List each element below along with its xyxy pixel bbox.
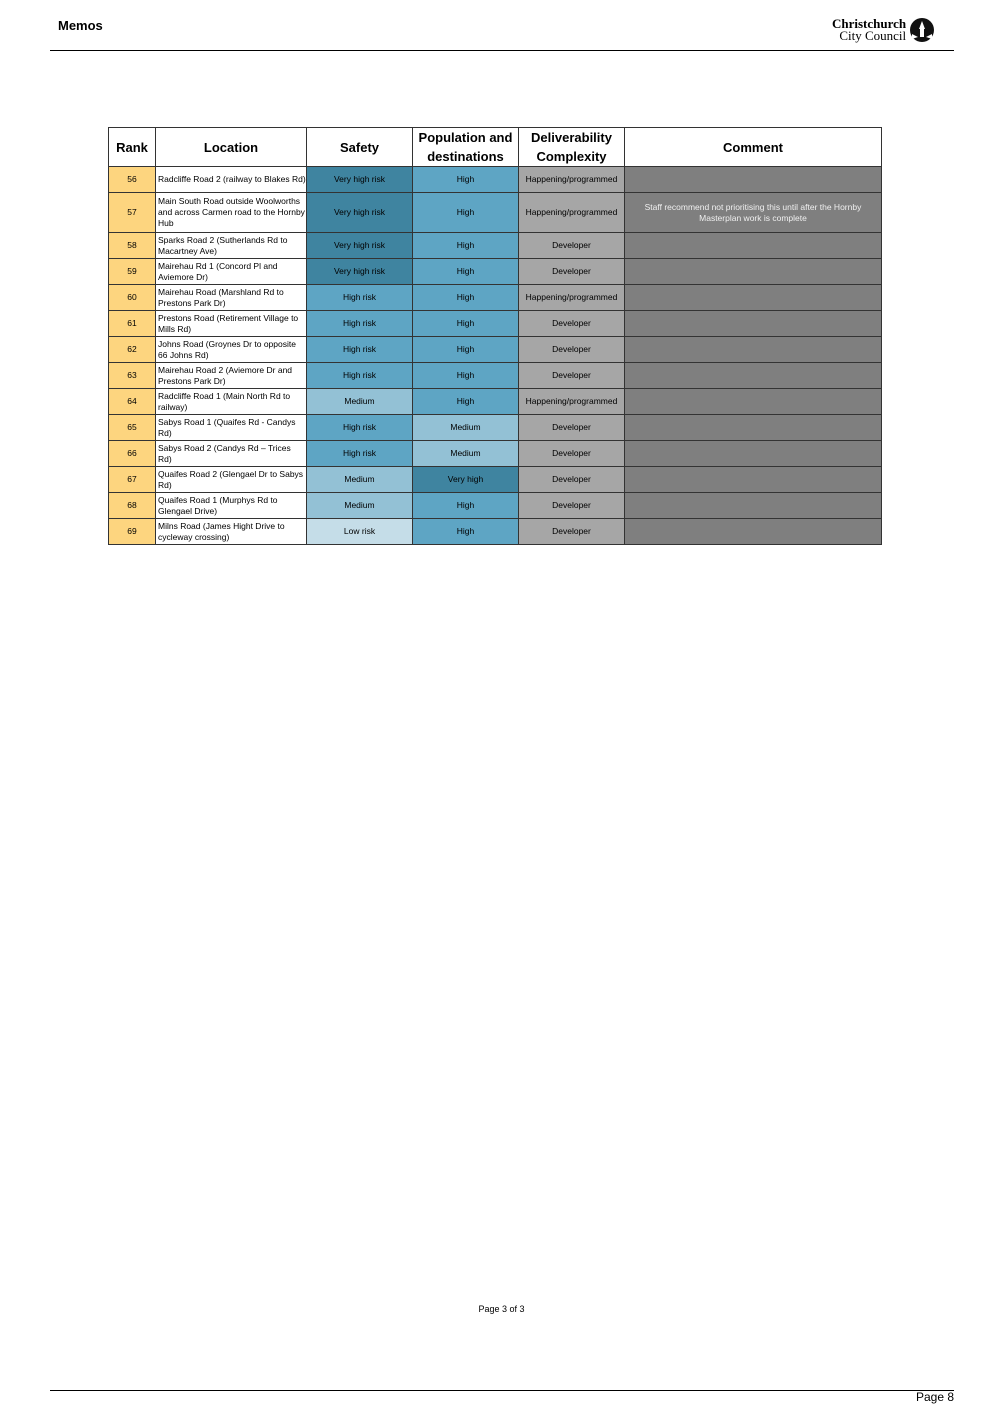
population-cell: High <box>413 193 519 233</box>
table-row <box>109 337 882 363</box>
safety-cell: High risk <box>307 337 413 363</box>
comment-cell <box>625 337 882 363</box>
comment-cell <box>625 167 882 193</box>
comment-cell <box>625 259 882 285</box>
cathedral-icon <box>909 17 935 43</box>
table-row <box>109 389 882 415</box>
logo-line1: Christchurch <box>832 16 907 31</box>
location-cell: Sabys Road 2 (Candys Rd – Trices Rd) <box>156 441 307 467</box>
population-cell: High <box>413 519 519 545</box>
location-cell: Mairehau Road 2 (Aviemore Dr and Prestons Park Dr) <box>156 363 307 389</box>
location-cell: Main South Road outside Woolworths and across Carmen road to the Hornby Hub <box>156 193 307 233</box>
location-cell: Sabys Road 1 (Quaifes Rd - Candys Rd) <box>156 415 307 441</box>
population-cell: High <box>413 493 519 519</box>
safety-cell: Medium <box>307 389 413 415</box>
location-cell: Quaifes Road 1 (Murphys Rd to Glengael Drive) <box>156 493 307 519</box>
rank-cell: 56 <box>109 167 156 193</box>
table-row <box>109 441 882 467</box>
safety-cell: Very high risk <box>307 167 413 193</box>
rank-cell: 62 <box>109 337 156 363</box>
deliverability-cell: Happening/programmed <box>519 193 625 233</box>
comment-cell <box>625 311 882 337</box>
safety-cell: Medium <box>307 467 413 493</box>
comment-cell <box>625 467 882 493</box>
rank-cell: 59 <box>109 259 156 285</box>
location-cell: Mairehau Road (Marshland Rd to Prestons Park Dr) <box>156 285 307 311</box>
comment-cell <box>625 363 882 389</box>
comment-cell <box>625 285 882 311</box>
header-deliverability: Deliverability Complexity <box>519 128 625 167</box>
deliverability-cell: Happening/programmed <box>519 285 625 311</box>
priority-table <box>108 127 882 545</box>
rank-cell: 66 <box>109 441 156 467</box>
rank-cell: 68 <box>109 493 156 519</box>
location-cell: Prestons Road (Retirement Village to Mills Rd) <box>156 311 307 337</box>
rank-cell: 57 <box>109 193 156 233</box>
safety-cell: Very high risk <box>307 259 413 285</box>
population-cell: High <box>413 233 519 259</box>
deliverability-cell: Developer <box>519 311 625 337</box>
rank-cell: 64 <box>109 389 156 415</box>
comment-cell <box>625 519 882 545</box>
table-header-row <box>109 128 882 167</box>
deliverability-cell: Developer <box>519 519 625 545</box>
table-row <box>109 467 882 493</box>
rank-cell: 60 <box>109 285 156 311</box>
header-rank: Rank <box>109 128 156 167</box>
deliverability-cell: Developer <box>519 233 625 259</box>
table-row <box>109 167 882 193</box>
deliverability-cell: Happening/programmed <box>519 389 625 415</box>
safety-cell: Very high risk <box>307 193 413 233</box>
table-row <box>109 233 882 259</box>
council-logo <box>832 17 935 43</box>
location-cell: Radcliffe Road 2 (railway to Blakes Rd) <box>156 167 307 193</box>
comment-cell <box>625 441 882 467</box>
deliverability-cell: Developer <box>519 259 625 285</box>
rank-cell: 65 <box>109 415 156 441</box>
table-row <box>109 519 882 545</box>
population-cell: High <box>413 259 519 285</box>
comment-cell <box>625 233 882 259</box>
header-title: Memos <box>58 18 103 33</box>
location-cell: Johns Road (Groynes Dr to opposite 66 Johns Rd) <box>156 337 307 363</box>
deliverability-cell: Developer <box>519 493 625 519</box>
population-cell: Medium <box>413 441 519 467</box>
deliverability-cell: Developer <box>519 441 625 467</box>
header-population: Population and destinations <box>413 128 519 167</box>
population-cell: High <box>413 389 519 415</box>
safety-cell: High risk <box>307 311 413 337</box>
header-rule <box>50 50 954 51</box>
table-row <box>109 259 882 285</box>
rank-cell: 67 <box>109 467 156 493</box>
table-row <box>109 193 882 233</box>
table-row <box>109 493 882 519</box>
comment-cell <box>625 493 882 519</box>
table-row <box>109 285 882 311</box>
footer-page: Page 8 <box>916 1390 955 1404</box>
population-cell: High <box>413 285 519 311</box>
location-cell: Radcliffe Road 1 (Main North Rd to railway) <box>156 389 307 415</box>
comment-cell: Staff recommend not prioritising this until after the Hornby Masterplan work is complete <box>625 193 882 233</box>
comment-cell <box>625 389 882 415</box>
rank-cell: 58 <box>109 233 156 259</box>
deliverability-cell: Developer <box>519 415 625 441</box>
deliverability-cell: Happening/programmed <box>519 167 625 193</box>
rank-cell: 69 <box>109 519 156 545</box>
table-row <box>109 415 882 441</box>
safety-cell: Low risk <box>307 519 413 545</box>
population-cell: Very high <box>413 467 519 493</box>
population-cell: High <box>413 337 519 363</box>
location-cell: Sparks Road 2 (Sutherlands Rd to Macartney Ave) <box>156 233 307 259</box>
population-cell: High <box>413 311 519 337</box>
location-cell: Milns Road (James Hight Drive to cycleway crossing) <box>156 519 307 545</box>
safety-cell: Medium <box>307 493 413 519</box>
table-row <box>109 363 882 389</box>
header-safety: Safety <box>307 128 413 167</box>
rank-cell: 63 <box>109 363 156 389</box>
location-cell: Mairehau Rd 1 (Concord Pl and Aviemore Dr) <box>156 259 307 285</box>
footer-rule <box>50 1390 954 1391</box>
logo-line2: City Council <box>839 28 907 43</box>
safety-cell: High risk <box>307 285 413 311</box>
table-row <box>109 311 882 337</box>
page-number: Page 3 of 3 <box>478 1304 525 1314</box>
safety-cell: High risk <box>307 441 413 467</box>
header-comment: Comment <box>625 128 882 167</box>
header-location: Location <box>156 128 307 167</box>
comment-cell <box>625 415 882 441</box>
deliverability-cell: Developer <box>519 363 625 389</box>
safety-cell: High risk <box>307 363 413 389</box>
safety-cell: Very high risk <box>307 233 413 259</box>
population-cell: High <box>413 363 519 389</box>
population-cell: Medium <box>413 415 519 441</box>
deliverability-cell: Developer <box>519 337 625 363</box>
rank-cell: 61 <box>109 311 156 337</box>
deliverability-cell: Developer <box>519 467 625 493</box>
population-cell: High <box>413 167 519 193</box>
location-cell: Quaifes Road 2 (Glengael Dr to Sabys Rd) <box>156 467 307 493</box>
safety-cell: High risk <box>307 415 413 441</box>
